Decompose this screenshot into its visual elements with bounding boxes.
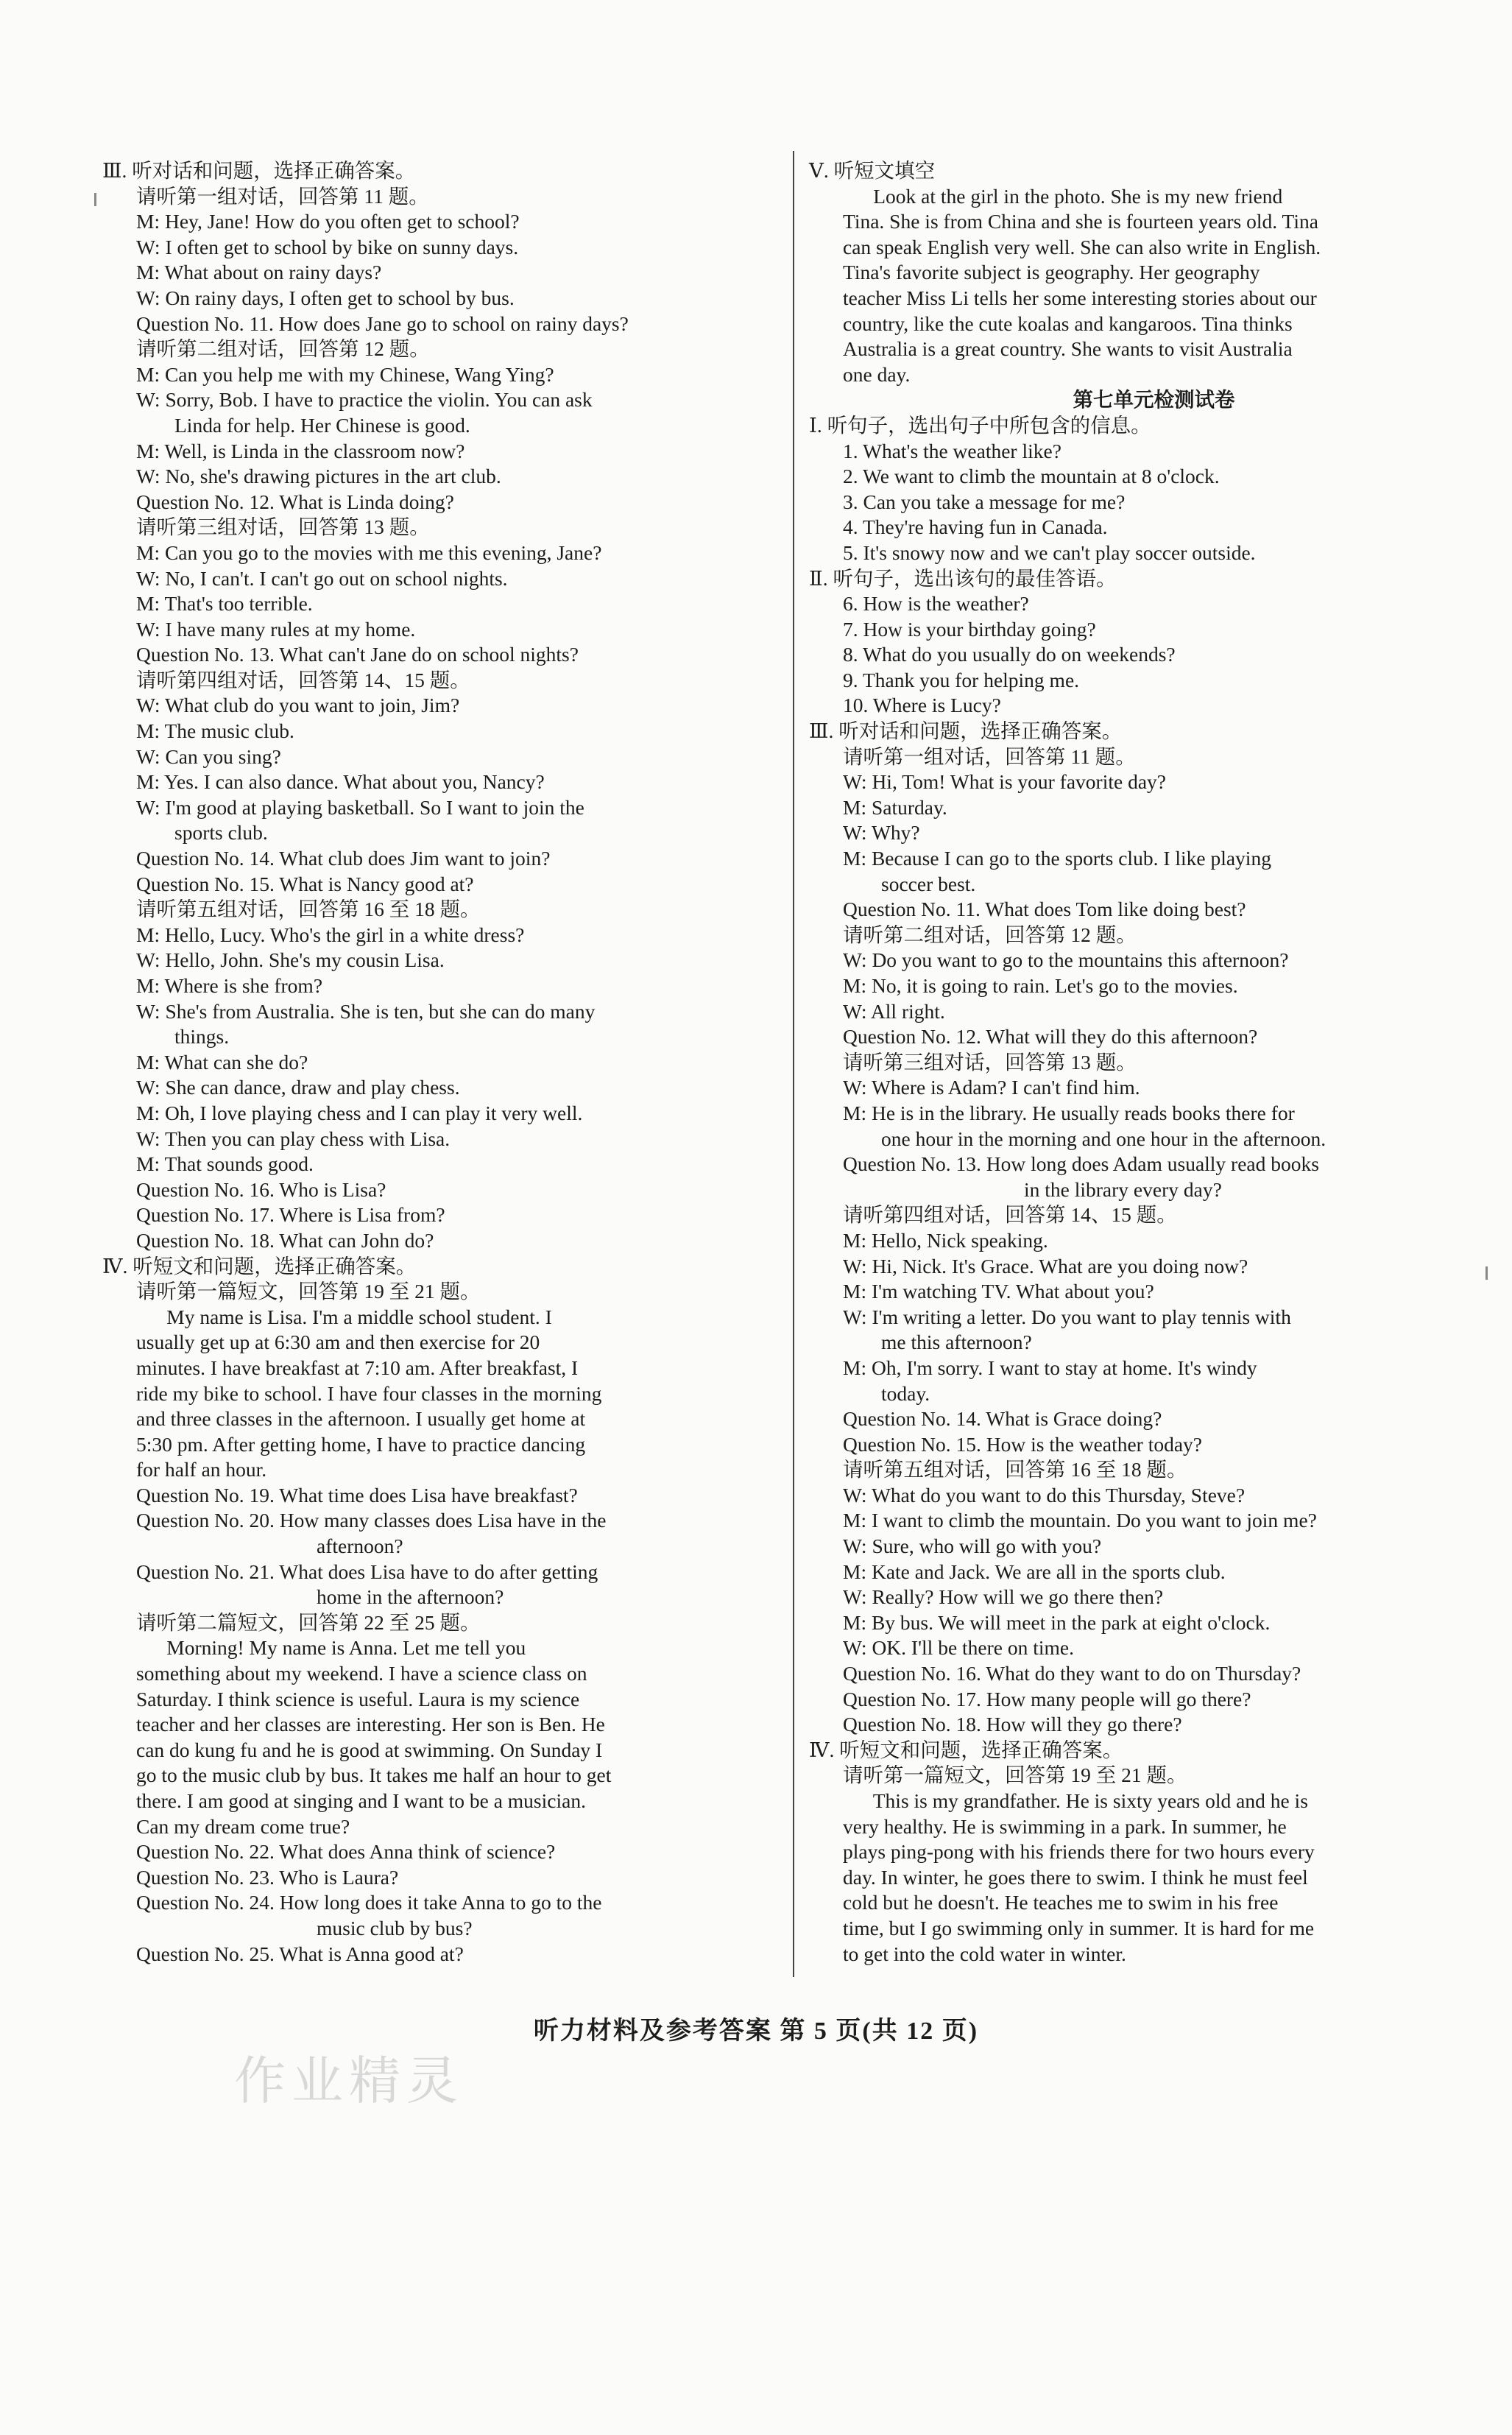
- text-line: Linda for help. Her Chinese is good.: [174, 413, 470, 437]
- text-line: W: No, I can't. I can't go out on school nights.: [136, 566, 508, 590]
- text-line: for half an hour.: [136, 1458, 267, 1481]
- text-line: Question No. 11. What does Tom like doing best?: [843, 898, 1246, 921]
- column-divider: [793, 151, 794, 1977]
- text-line: ride my bike to school. I have four classes in the morning: [136, 1381, 602, 1405]
- text-line: Question No. 15. How is the weather today?: [843, 1432, 1203, 1456]
- text-line: 请听第四组对话，回答第 14、15 题。: [843, 1203, 1177, 1227]
- text-line: in the library every day?: [1024, 1177, 1222, 1201]
- text-line: me this afternoon?: [881, 1331, 1032, 1354]
- text-line: 6. How is the weather?: [843, 592, 1029, 616]
- text-line: 3. Can you take a message for me?: [843, 490, 1126, 513]
- text-line: Ⅳ. 听短文和问题，选择正确答案。: [809, 1738, 1123, 1761]
- text-line: M: Can you go to the movies with me this evening, Jane?: [136, 540, 602, 564]
- text-line: Ⅴ. 听短文填空: [809, 159, 936, 182]
- watermark: 作业精灵: [234, 2051, 464, 2111]
- text-line: M: Hello, Nick speaking.: [843, 1228, 1048, 1252]
- text-line: M: Kate and Jack. We are all in the sports club.: [843, 1560, 1226, 1583]
- text-line: Question No. 22. What does Anna think of science?: [136, 1840, 556, 1864]
- text-line: 4. They're having fun in Canada.: [843, 515, 1108, 539]
- text-line: M: What can she do?: [136, 1050, 308, 1074]
- text-line: 7. How is your birthday going?: [843, 617, 1096, 641]
- text-line: Question No. 15. What is Nancy good at?: [136, 872, 474, 895]
- text-line: today.: [881, 1381, 930, 1405]
- text-line: W: Sure, who will go with you?: [843, 1534, 1102, 1558]
- text-line: Australia is a great country. She wants to visit Australia: [843, 337, 1293, 361]
- text-line: Tina's favorite subject is geography. Her geography: [843, 261, 1260, 284]
- text-line: M: Well, is Linda in the classroom now?: [136, 439, 465, 462]
- text-line: Ⅲ. 听对话和问题，选择正确答案。: [102, 159, 416, 182]
- text-line: M: I'm watching TV. What about you?: [843, 1280, 1154, 1303]
- text-line: W: Do you want to go to the mountains this afternoon?: [843, 948, 1289, 972]
- text-line: M: Oh, I love playing chess and I can play it very well.: [136, 1101, 583, 1124]
- text-line: Question No. 18. How will they go there?: [843, 1713, 1182, 1736]
- text-line: Question No. 24. How long does it take Anna to go to the: [136, 1891, 602, 1914]
- text-line: Question No. 12. What will they do this afternoon?: [843, 1025, 1258, 1049]
- text-line: M: What about on rainy days?: [136, 261, 382, 284]
- text-line: W: She can dance, draw and play chess.: [136, 1076, 460, 1099]
- text-line: sports club.: [174, 821, 268, 845]
- text-line: W: I'm good at playing basketball. So I want to join the: [136, 795, 584, 819]
- text-line: Question No. 25. What is Anna good at?: [136, 1942, 464, 1965]
- text-line: W: I have many rules at my home.: [136, 617, 416, 641]
- text-line: Look at the girl in the photo. She is my new friend: [843, 184, 1283, 208]
- text-line: M: That sounds good.: [136, 1152, 314, 1176]
- text-line: home in the afternoon?: [317, 1585, 504, 1609]
- text-line: cold but he doesn't. He teaches me to swim in his free: [843, 1891, 1279, 1914]
- text-line: M: The music club.: [136, 719, 294, 743]
- text-line: things.: [174, 1025, 230, 1049]
- text-line: music club by bus?: [317, 1916, 473, 1939]
- text-line: 8. What do you usually do on weekends?: [843, 643, 1176, 666]
- text-line: can speak English very well. She can also write in English.: [843, 235, 1321, 258]
- text-line: 请听第一篇短文，回答第 19 至 21 题。: [136, 1280, 481, 1303]
- text-line: Question No. 11. How does Jane go to school on rainy days?: [136, 311, 629, 335]
- text-line: 请听第四组对话，回答第 14、15 题。: [136, 668, 470, 691]
- text-line: M: Because I can go to the sports club. I like playing: [843, 847, 1271, 870]
- text-line: M: Hey, Jane! How do you often get to school?: [136, 210, 520, 233]
- text-line: W: What club do you want to join, Jim?: [136, 694, 460, 717]
- text-line: and three classes in the afternoon. I usually get home at: [136, 1407, 586, 1431]
- text-line: there. I am good at singing and I want to be a musician.: [136, 1789, 586, 1812]
- text-line: 9. Thank you for helping me.: [843, 668, 1080, 691]
- text-line: 10. Where is Lucy?: [843, 694, 1001, 717]
- text-line: Question No. 23. Who is Laura?: [136, 1865, 399, 1889]
- text-line: Question No. 14. What club does Jim want to join?: [136, 847, 551, 870]
- text-line: 1. What's the weather like?: [843, 439, 1061, 462]
- text-line: teacher Miss Li tells her some interesting stories about our: [843, 286, 1317, 309]
- text-line: W: Hi, Nick. It's Grace. What are you doing now?: [843, 1254, 1248, 1278]
- text-line: Ⅲ. 听对话和问题，选择正确答案。: [809, 719, 1123, 743]
- text-line: M: Can you help me with my Chinese, Wang Ying?: [136, 362, 554, 386]
- text-line: 2. We want to climb the mountain at 8 o'clock.: [843, 465, 1220, 488]
- text-line: W: OK. I'll be there on time.: [843, 1636, 1074, 1660]
- text-line: country, like the cute koalas and kangaroos. Tina thinks: [843, 311, 1293, 335]
- text-line: W: No, she's drawing pictures in the art club.: [136, 465, 501, 488]
- text-line: something about my weekend. I have a science class on: [136, 1662, 587, 1685]
- text-line: teacher and her classes are interesting. Her son is Ben. He: [136, 1713, 605, 1736]
- text-line: 请听第二组对话，回答第 12 题。: [136, 337, 430, 361]
- text-line: W: I often get to school by bike on sunny days.: [136, 235, 519, 258]
- text-line: Question No. 12. What is Linda doing?: [136, 490, 454, 513]
- text-line: 请听第二组对话，回答第 12 题。: [843, 923, 1137, 946]
- text-line: one hour in the morning and one hour in the afternoon.: [881, 1127, 1326, 1150]
- text-line: W: What do you want to do this Thursday, Steve?: [843, 1483, 1246, 1507]
- text-line: W: Sorry, Bob. I have to practice the violin. You can ask: [136, 388, 593, 412]
- text-line: Question No. 14. What is Grace doing?: [843, 1407, 1162, 1431]
- text-line: soccer best.: [881, 872, 976, 895]
- text-line: 5. It's snowy now and we can't play soccer outside.: [843, 540, 1256, 564]
- text-line: 5:30 pm. After getting home, I have to practice dancing: [136, 1432, 586, 1456]
- margin-mark: [1485, 1266, 1488, 1280]
- text-line: W: Then you can play chess with Lisa.: [136, 1127, 451, 1150]
- page-footer: 听力材料及参考答案 第 5 页(共 12 页): [533, 2018, 979, 2045]
- text-line: 第七单元检测试卷: [1073, 388, 1235, 412]
- text-line: Question No. 21. What does Lisa have to do after getting: [136, 1560, 598, 1583]
- text-line: 请听第五组对话，回答第 16 至 18 题。: [843, 1458, 1187, 1481]
- text-line: M: Where is she from?: [136, 974, 323, 997]
- text-line: 请听第二篇短文，回答第 22 至 25 题。: [136, 1610, 481, 1634]
- text-line: W: Can you sing?: [136, 744, 281, 768]
- text-line: Question No. 18. What can John do?: [136, 1228, 434, 1252]
- text-line: Question No. 20. How many classes does Lisa have in the: [136, 1509, 607, 1532]
- text-line: one day.: [843, 362, 911, 386]
- text-line: Ⅱ. 听句子，选出该句的最佳答语。: [809, 566, 1117, 590]
- text-line: Can my dream come true?: [136, 1814, 350, 1838]
- text-line: This is my grandfather. He is sixty years old and he is: [843, 1789, 1308, 1812]
- text-line: 请听第一组对话，回答第 11 题。: [843, 744, 1136, 768]
- margin-mark: [94, 193, 96, 206]
- text-line: to get into the cold water in winter.: [843, 1942, 1126, 1965]
- left-column: [102, 158, 769, 1967]
- text-line: go to the music club by bus. It takes me half an hour to get: [136, 1763, 612, 1787]
- text-line: My name is Lisa. I'm a middle school student. I: [136, 1305, 552, 1328]
- text-line: can do kung fu and he is good at swimming. On Sunday I: [136, 1738, 603, 1761]
- text-line: very healthy. He is swimming in a park. In summer, he: [843, 1814, 1287, 1838]
- text-line: W: Hello, John. She's my cousin Lisa.: [136, 948, 445, 972]
- text-line: M: No, it is going to rain. Let's go to the movies.: [843, 974, 1238, 997]
- text-line: minutes. I have breakfast at 7:10 am. After breakfast, I: [136, 1356, 579, 1379]
- text-line: W: Hi, Tom! What is your favorite day?: [843, 770, 1166, 794]
- text-line: M: He is in the library. He usually reads books there for: [843, 1101, 1295, 1124]
- right-column: [809, 158, 1465, 1967]
- text-line: W: All right.: [843, 999, 945, 1023]
- text-line: Saturday. I think science is useful. Laura is my science: [136, 1687, 580, 1710]
- text-line: W: I'm writing a letter. Do you want to play tennis with: [843, 1305, 1291, 1328]
- text-line: 请听第三组对话，回答第 13 题。: [136, 515, 430, 539]
- text-line: M: By bus. We will meet in the park at eight o'clock.: [843, 1610, 1271, 1634]
- text-line: plays ping-pong with his friends there for two hours every: [843, 1840, 1315, 1864]
- text-line: M: Saturday.: [843, 795, 947, 819]
- text-line: 请听第三组对话，回答第 13 题。: [843, 1050, 1137, 1074]
- text-line: usually get up at 6:30 am and then exercise for 20: [136, 1331, 540, 1354]
- text-line: W: She's from Australia. She is ten, but she can do many: [136, 999, 596, 1023]
- text-line: Question No. 13. What can't Jane do on school nights?: [136, 643, 579, 666]
- text-line: Question No. 13. How long does Adam usually read books: [843, 1152, 1319, 1176]
- text-line: W: Really? How will we go there then?: [843, 1585, 1164, 1609]
- text-line: M: Oh, I'm sorry. I want to stay at home. It's windy: [843, 1356, 1257, 1379]
- text-line: W: On rainy days, I often get to school by bus.: [136, 286, 515, 309]
- text-line: M: Hello, Lucy. Who's the girl in a white dress?: [136, 923, 525, 946]
- text-line: Question No. 19. What time does Lisa have breakfast?: [136, 1483, 578, 1507]
- text-line: M: That's too terrible.: [136, 592, 313, 616]
- text-line: M: I want to climb the mountain. Do you want to join me?: [843, 1509, 1317, 1532]
- text-line: Ⅳ. 听短文和问题，选择正确答案。: [102, 1254, 417, 1278]
- text-line: Question No. 17. Where is Lisa from?: [136, 1203, 445, 1227]
- text-line: M: Yes. I can also dance. What about you, Nancy?: [136, 770, 545, 794]
- text-line: time, but I go swimming only in summer. It is hard for me: [843, 1916, 1315, 1939]
- text-line: day. In winter, he goes there to swim. I think he must feel: [843, 1865, 1308, 1889]
- text-line: Question No. 17. How many people will go there?: [843, 1687, 1251, 1710]
- text-line: Ⅰ. 听句子，选出句子中所包含的信息。: [809, 413, 1151, 437]
- text-line: Question No. 16. What do they want to do on Thursday?: [843, 1662, 1301, 1685]
- text-line: 请听第一组对话，回答第 11 题。: [136, 184, 429, 208]
- text-line: Question No. 16. Who is Lisa?: [136, 1177, 386, 1201]
- text-line: Tina. She is from China and she is fourteen years old. Tina: [843, 210, 1318, 233]
- text-line: afternoon?: [317, 1534, 403, 1558]
- text-line: W: Where is Adam? I can't find him.: [843, 1076, 1140, 1099]
- text-line: Morning! My name is Anna. Let me tell you: [136, 1636, 526, 1660]
- text-line: 请听第五组对话，回答第 16 至 18 题。: [136, 898, 481, 921]
- text-line: W: Why?: [843, 821, 920, 845]
- text-line: 请听第一篇短文，回答第 19 至 21 题。: [843, 1763, 1187, 1787]
